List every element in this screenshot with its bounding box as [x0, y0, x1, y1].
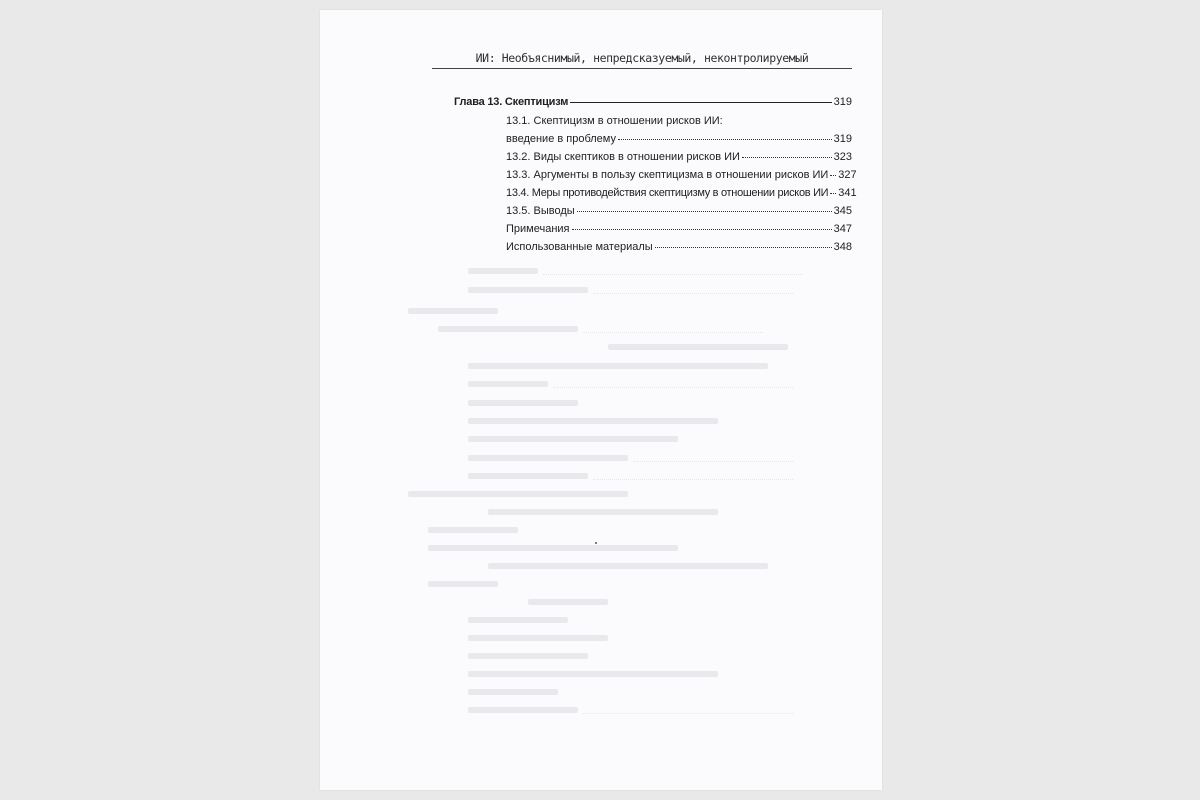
entry-title: 13.2. Виды скептиков в отношении рисков ИИ — [506, 151, 740, 163]
dot-leader — [830, 175, 836, 176]
entry-title: 13.5. Выводы — [506, 205, 575, 217]
dot-leader — [572, 229, 832, 230]
entry-title: Использованные материалы — [506, 241, 653, 253]
page-number: 347 — [833, 223, 852, 235]
page-number: 341 — [838, 187, 857, 199]
book-page — [320, 10, 882, 790]
toc-entry-13-4 — [506, 187, 857, 199]
page-number: 319 — [833, 133, 852, 145]
running-head: ИИ: Необъяснимый, непредсказуемый, неконтролируемый — [475, 51, 809, 65]
toc-entry-notes — [506, 223, 852, 235]
entry-title: 13.3. Аргументы в пользу скептицизма в отношении рисков ИИ — [506, 169, 829, 181]
page-number: 323 — [833, 151, 852, 163]
page-number: 345 — [833, 205, 852, 217]
entry-title: Примечания — [506, 223, 570, 235]
dot-leader — [655, 247, 832, 248]
toc-entry-13-1-line1: 13.1. Скептицизм в отношении рисков ИИ: — [506, 115, 723, 127]
toc-entry-13-3 — [506, 169, 857, 181]
dot-leader — [570, 102, 831, 103]
entry-title: 13.4. Меры противодействия скептицизму в отношении рисков ИИ — [506, 187, 829, 199]
page-number: 319 — [833, 96, 852, 108]
toc-entry-13-2 — [506, 151, 852, 163]
bleed-through-texture — [408, 265, 848, 735]
dot-leader — [830, 193, 836, 194]
dot-leader — [618, 139, 832, 140]
toc-entry-13-5 — [506, 205, 852, 217]
entry-title: введение в проблему — [506, 133, 616, 145]
toc-entry-13-1 — [506, 133, 852, 145]
toc-entry-references — [506, 241, 852, 253]
page-number: 348 — [833, 241, 852, 253]
header-rule — [432, 68, 852, 69]
chapter-title: Глава 13. Скептицизм — [454, 96, 569, 108]
dot-leader — [742, 157, 832, 158]
paper-speck — [595, 542, 597, 544]
page-number: 327 — [838, 169, 857, 181]
dot-leader — [577, 211, 832, 212]
toc-chapter-13 — [454, 96, 852, 108]
